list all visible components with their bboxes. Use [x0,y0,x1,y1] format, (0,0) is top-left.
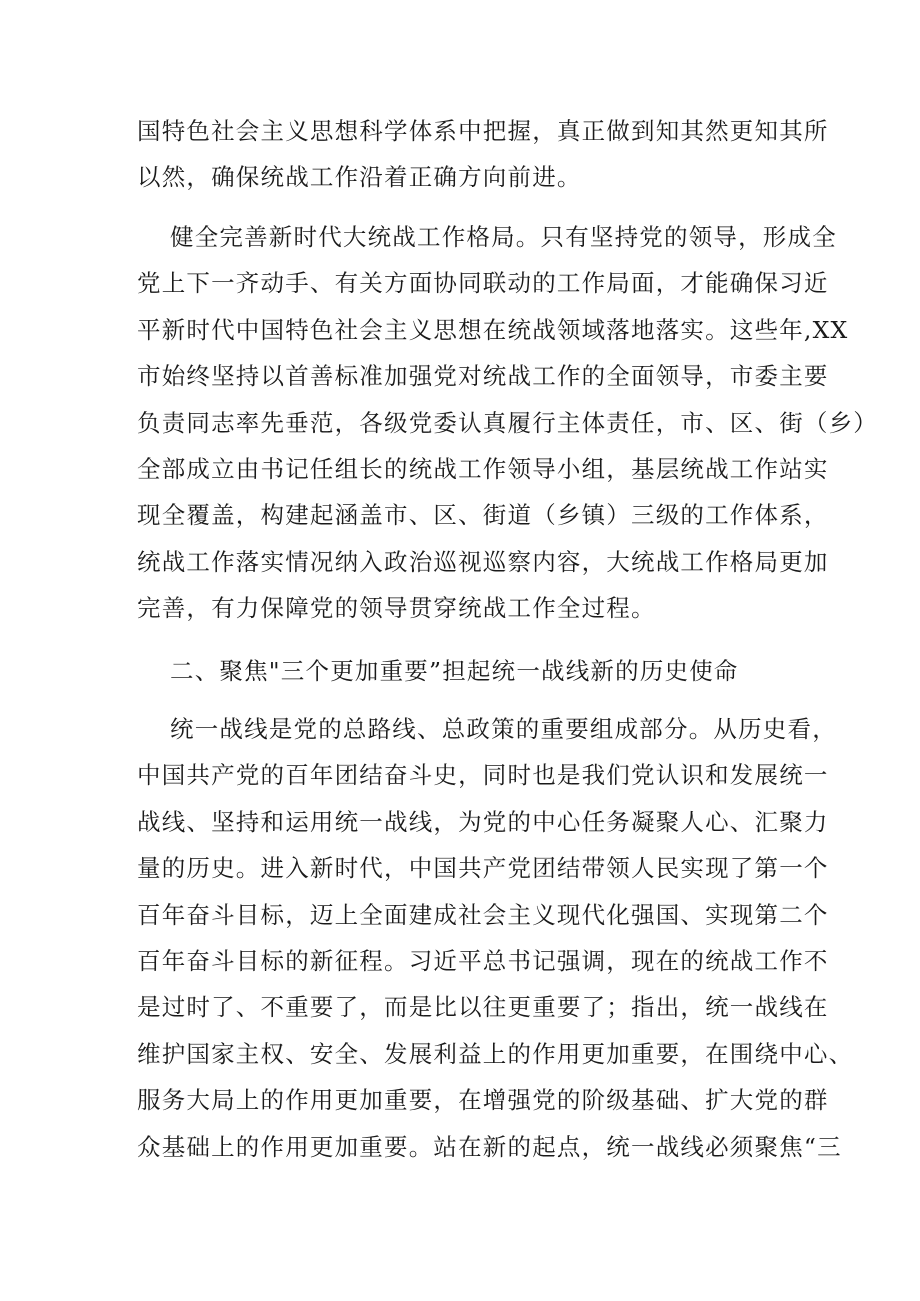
paragraph-line: 维护国家主权、安全、发展利益上的作用更加重要，在围绕中心、 [137,1039,854,1068]
paragraph-line: 是过时了、不重要了，而是比以往更重要了；指出，统一战线在 [137,993,829,1022]
paragraph-line: 现全覆盖，构建起涵盖市、区、街道（乡镇）三级的工作体系， [137,501,829,530]
paragraph-line: 全部成立由书记任组长的统战工作领导小组，基层统战工作站实 [137,454,829,483]
paragraph-line: 统一战线是党的总路线、总政策的重要组成部分。从历史看， [170,715,837,743]
paragraph-line: 完善，有力保障党的领导贯穿统战工作全过程。 [137,594,656,623]
paragraph-line: 量的历史。进入新时代，中国共产党团结带领人民实现了第一个 [137,854,829,883]
section-heading [137,648,817,694]
paragraph-continued [137,108,829,201]
paragraph-line: 健全完善新时代大统战工作格局。只有坚持党的领导，形成全 [170,223,837,251]
paragraph-line: 以然，确保统战工作沿着正确方向前进。 [137,163,582,192]
paragraph-line: 负责同志率先垂范，各级党委认真履行主体责任，市、区、街（乡） [137,408,878,437]
paragraph-line: 市始终坚持以首善标准加强党对统战工作的全面领导，市委主要 [137,362,829,391]
paragraph-line: 众基础上的作用更加重要。站在新的起点，统一战线必须聚焦“三 [137,1132,842,1161]
paragraph-unified-front-pattern [137,214,878,632]
section-heading-text: 二、聚焦"三个更加重要”担起统一战线新的历史使命 [170,657,739,685]
paragraph-line: 百年奋斗目标的新征程。习近平总书记强调，现在的统战工作不 [137,946,829,975]
paragraph-line: 平新时代中国特色社会主义思想在统战领域落地落实。这些年,XX [137,315,849,344]
paragraph-line: 服务大局上的作用更加重要，在增强党的阶级基础、扩大党的群 [137,1086,829,1115]
paragraph-line: 党上下一齐动手、有关方面协同联动的工作局面，才能确保习近 [137,269,829,298]
paragraph-line: 国特色社会主义思想科学体系中把握，真正做到知其然更知其所 [137,117,829,145]
paragraph-unified-front-importance [137,706,854,1170]
paragraph-line: 百年奋斗目标，迈上全面建成社会主义现代化强国、实现第二个 [137,900,829,929]
paragraph-line: 中国共产党的百年团结奋斗史，同时也是我们党认识和发展统一 [137,761,829,790]
paragraph-line: 战线、坚持和运用统一战线，为党的中心任务凝聚人心、汇聚力 [137,807,829,836]
paragraph-line: 统战工作落实情况纳入政治巡视巡察内容，大统战工作格局更加 [137,547,829,576]
